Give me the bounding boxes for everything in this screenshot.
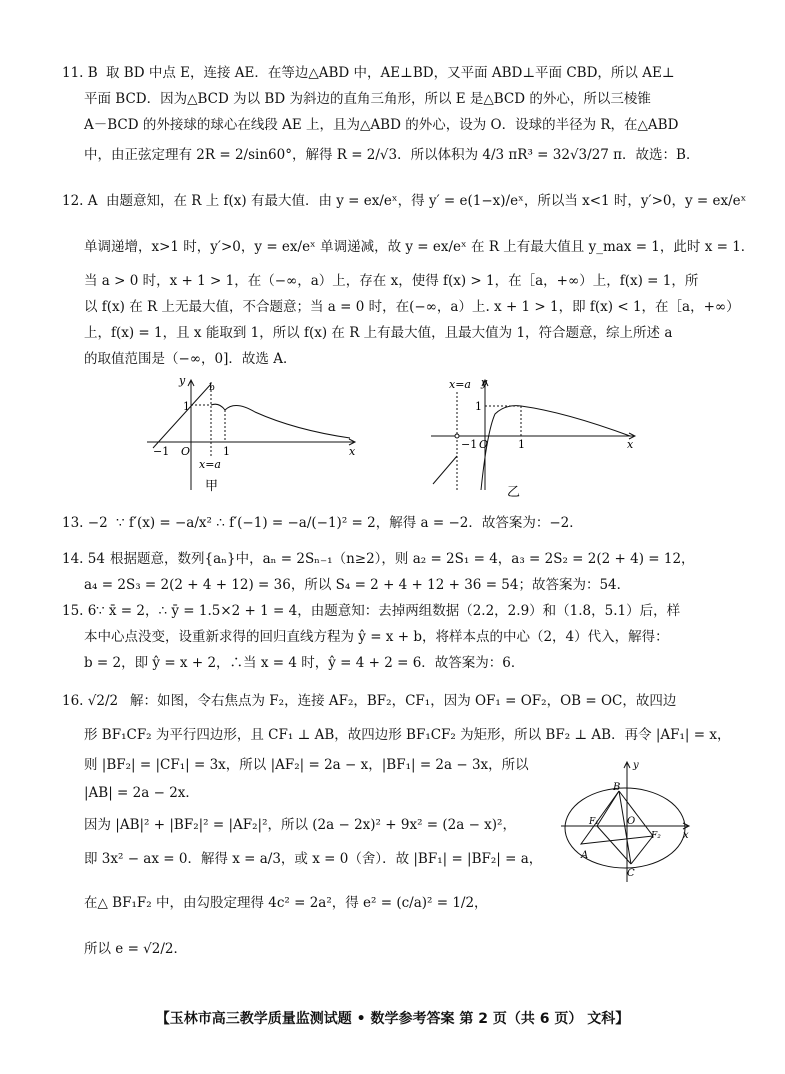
p13-text: ∵ f′(x) = −a/x² ∴ f′(−1) = −a/(−1)² = 2，解得 a = −2．故答案为：−2． bbox=[116, 515, 583, 531]
p14-line-1: 根据题意，数列{aₙ}中，aₙ = 2Sₙ₋₁（n≥2），则 a₂ = 2S₁ = 4，a₃ = 2S₂ = 2(2 + 4) = 12， bbox=[110, 551, 695, 567]
fig-b: B bbox=[613, 782, 621, 793]
p11-line-3: A－BCD 的外接球的球心在线段 AE 上，且为△ABD 的外心，设为 O．设球的半径为 R，在△ABD bbox=[84, 117, 679, 133]
p16-head: 16. √2/2 bbox=[62, 693, 119, 709]
ellipse-figure bbox=[555, 758, 695, 888]
graph-jia-x: x bbox=[349, 445, 356, 458]
p12-line-1: 由题意知，在 R 上 f(x) 有最大值．由 y = ex/eˣ，得 y′ = e(1−x)/eˣ，所以当 x<1 时，y′>0，y = ex/eˣ bbox=[106, 193, 747, 209]
p16-line-1: 解：如图，令右焦点为 F₂，连接 AF₂，BF₂，CF₁，因为 OF₁ = OF₂，OB = OC，故四边 bbox=[130, 693, 677, 709]
page-footer: 【玉林市高三教学质量监测试题 • 数学参考答案 第 2 页（共 6 页） 文科】 bbox=[155, 1011, 630, 1027]
graph-jia bbox=[145, 372, 365, 502]
graph-yi-caption: 乙 bbox=[507, 485, 521, 500]
p12-head: 12. A bbox=[62, 193, 98, 209]
graph-yi-neg1: −1 bbox=[461, 438, 478, 451]
p12-line-5: 上，f(x) = 1，且 x 能取到 1，所以 f(x) 在 R 上有最大值，且最大值为 1，符合题意，综上所述 a bbox=[84, 325, 673, 341]
fig-c: C bbox=[627, 868, 635, 879]
p11-line-4: 中，由正弦定理有 2R = 2/sin60°，解得 R = 2/√3．所以体积为 4/3 πR³ = 32√3/27 π．故选：B． bbox=[84, 147, 700, 163]
graph-yi-one-y: 1 bbox=[475, 400, 482, 413]
graph-jia-xa: x=a bbox=[199, 458, 221, 471]
fig-y: y bbox=[633, 760, 639, 771]
p13-head: 13. −2 bbox=[62, 515, 108, 531]
p15-head: 15. 6 bbox=[62, 603, 97, 619]
graph-yi-one-x: 1 bbox=[518, 438, 525, 451]
graph-yi bbox=[425, 372, 645, 502]
graph-jia-y: y bbox=[179, 374, 186, 387]
fig-f1: F₁ bbox=[589, 817, 599, 827]
graph-jia-one-x: 1 bbox=[223, 445, 230, 458]
p16-line-6: 即 3x² − ax = 0．解得 x = a/3，或 x = 0（舍）．故 |BF₁| = |BF₂| = a， bbox=[84, 851, 543, 867]
p15-line-2: 本中心点没变，设重新求得的回归直线方程为 ŷ = x + b，将样本点的中心（2，4）代入，解得： bbox=[84, 629, 669, 645]
p16-line-3: 则 |BF₂| = |CF₁| = 3x，所以 |AF₂| = 2a − x，|BF₁| = 2a − 3x，所以 bbox=[84, 757, 529, 773]
fig-f2: F₂ bbox=[651, 831, 661, 841]
graph-jia-caption: 甲 bbox=[205, 479, 219, 494]
graph-jia-one-y: 1 bbox=[183, 400, 190, 413]
p16-line-8: 所以 e = √2/2． bbox=[84, 941, 188, 957]
graph-yi-origin: O bbox=[479, 438, 489, 451]
p15-line-1: ∵ x̄ = 2，∴ ȳ = 1.5×2 + 1 = 4，由题意知：去掉两组数据（2.2，2.9）和（1.8，5.1）后，样 bbox=[96, 603, 681, 619]
graph-yi-y: y bbox=[481, 376, 488, 389]
fig-x: x bbox=[683, 830, 689, 841]
p12-line-3: 当 a > 0 时，x + 1 > 1，在（−∞，a）上，存在 x，使得 f(x) > 1，在［a，+∞）上，f(x) = 1，所 bbox=[84, 273, 699, 289]
graph-yi-xa: x=a bbox=[449, 378, 471, 391]
graph-jia-origin: O bbox=[181, 445, 191, 458]
p14-head: 14. 54 bbox=[62, 551, 105, 567]
p11-head: 11. B bbox=[62, 65, 98, 81]
graph-yi-x: x bbox=[627, 438, 634, 451]
p11-line-1: 取 BD 中点 E，连接 AE．在等边△ABD 中，AE⊥BD，又平面 ABD⊥平面 CBD，所以 AE⊥ bbox=[106, 65, 675, 81]
graph-jia-point-label: b bbox=[209, 383, 215, 393]
p11-line-2: 平面 BCD．因为△BCD 为以 BD 为斜边的直角三角形，所以 E 是△BCD 的外心，所以三棱锥 bbox=[84, 91, 651, 107]
p16-line-5: 因为 |AB|² + |BF₂|² = |AF₂|²，所以 (2a − 2x)² + 9x² = (2a − x)²， bbox=[84, 817, 516, 833]
p16-line-7: 在△ BF₁F₂ 中，由勾股定理得 4c² = 2a²，得 e² = (c/a)² = 1/2， bbox=[84, 895, 488, 911]
p12-line-6: 的取值范围是（−∞，0]．故选 A． bbox=[84, 351, 297, 367]
p16-line-2: 形 BF₁CF₂ 为平行四边形，且 CF₁ ⊥ AB，故四边形 BF₁CF₂ 为矩形，所以 BF₂ ⊥ AB．再令 |AF₁| = x， bbox=[84, 727, 731, 743]
p15-line-3: b = 2，即 ŷ = x + 2，∴当 x = 4 时，ŷ = 4 + 2 = 6．故答案为：6． bbox=[84, 655, 525, 671]
p14-line-2: a₄ = 2S₃ = 2(2 + 4 + 12) = 36，所以 S₄ = 2 + 4 + 12 + 36 = 54；故答案为：54． bbox=[84, 577, 631, 593]
p12-line-4: 以 f(x) 在 R 上无最大值，不合题意；当 a = 0 时，在(−∞，a）上. x + 1 > 1，即 f(x) < 1，在［a，+∞） bbox=[84, 299, 740, 315]
fig-a: A bbox=[581, 850, 589, 861]
fig-o: O bbox=[627, 816, 636, 827]
p12-line-2: 单调递增，x>1 时，y′>0，y = ex/eˣ 单调递减，故 y = ex/eˣ 在 R 上有最大值且 y_max = 1，此时 x = 1． bbox=[84, 239, 755, 255]
graph-jia-neg1: −1 bbox=[153, 445, 170, 458]
p16-line-4: |AB| = 2a − 2x． bbox=[84, 785, 199, 801]
